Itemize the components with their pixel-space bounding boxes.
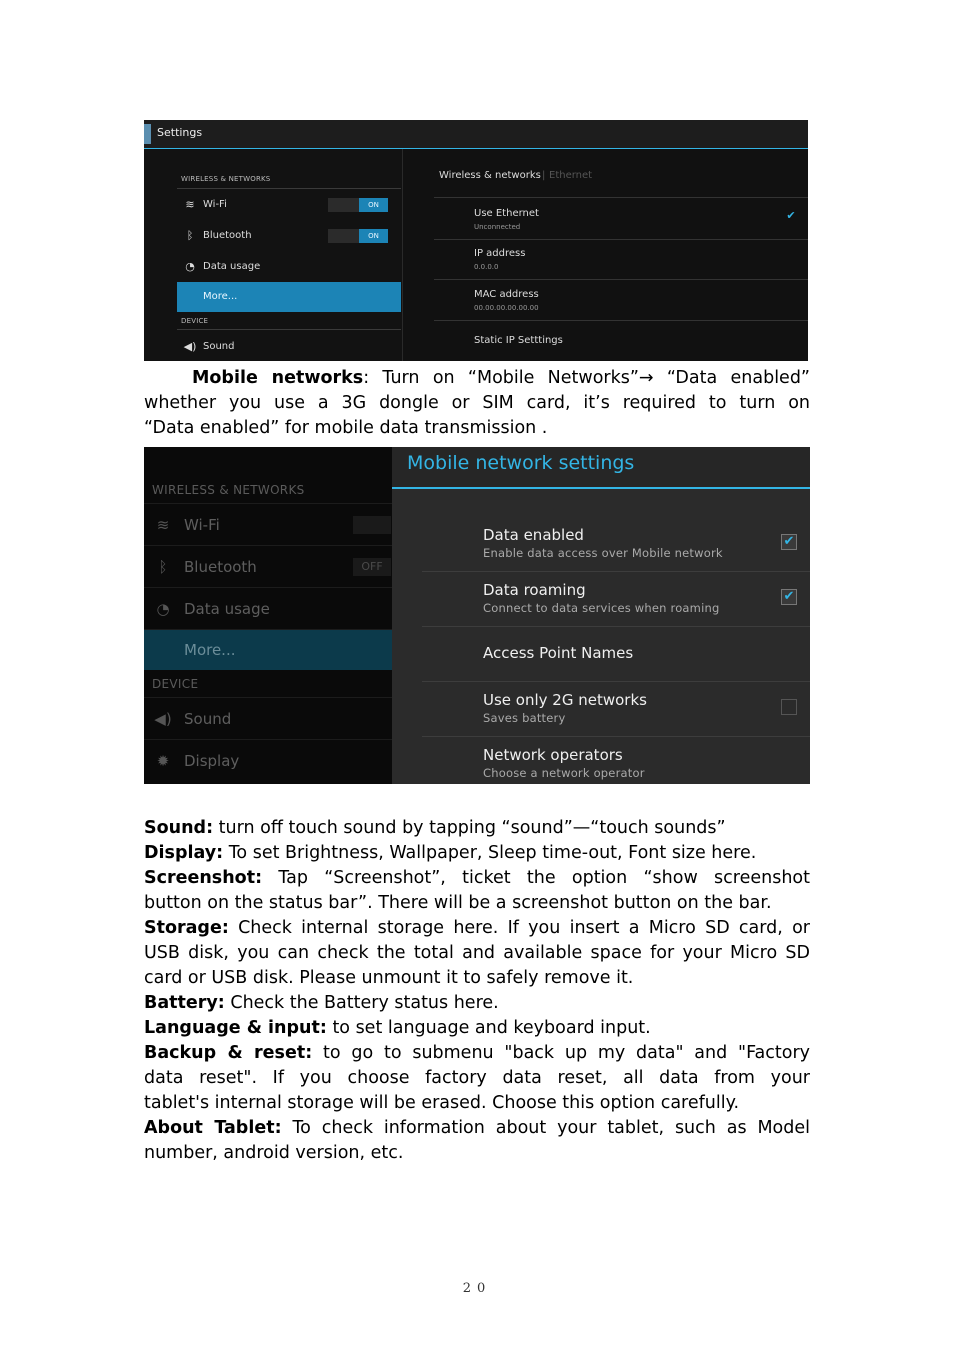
about-heading: About Tablet: [144, 1118, 282, 1138]
setting-summary: Choose a network operator [483, 766, 645, 780]
page-number: 20 [462, 1281, 492, 1296]
nav-item-sound[interactable] [144, 697, 392, 740]
mobile-network-pane [392, 447, 810, 784]
setting-title: Data enabled [483, 526, 584, 544]
battery-heading: Battery: [144, 993, 225, 1013]
wifi-icon: ≋ [185, 198, 195, 211]
use-ethernet-title[interactable]: Use Ethernet [474, 208, 539, 219]
nav-item-label: Data usage [203, 261, 261, 272]
divider [177, 188, 401, 189]
divider [434, 320, 808, 321]
nav-item-data-usage[interactable] [177, 252, 401, 282]
bluetooth-icon: ᛒ [158, 558, 168, 576]
bluetooth-toggle[interactable] [328, 229, 388, 243]
ip-address-title: IP address [474, 248, 526, 259]
checkbox-unchecked-icon[interactable] [781, 699, 797, 715]
settings-nav [144, 447, 392, 784]
setting-data-roaming[interactable] [422, 571, 810, 627]
language-heading: Language & input: [144, 1018, 327, 1038]
setting-title: Use only 2G networks [483, 691, 647, 709]
section-header-wireless: WIRELESS & NETWORKS [181, 175, 271, 183]
nav-item-wifi[interactable] [144, 503, 392, 546]
nav-item-bluetooth[interactable] [144, 545, 392, 588]
pane-divider [402, 149, 403, 361]
screenshot-heading: Screenshot: [144, 868, 263, 888]
sound-heading: Sound: [144, 818, 214, 838]
text-line [144, 991, 810, 1016]
nav-item-sound[interactable] [177, 332, 401, 361]
text-line [144, 916, 810, 941]
nav-item-label: Wi-Fi [203, 199, 227, 210]
section-header-device: DEVICE [152, 677, 199, 691]
nav-item-label: More... [184, 641, 236, 659]
nav-item-more[interactable] [177, 282, 401, 312]
toggle-state: ON [359, 229, 388, 243]
nav-item-bluetooth[interactable] [177, 221, 401, 251]
nav-item-label: Sound [203, 341, 235, 352]
display-icon: ✹ [156, 752, 170, 770]
divider [434, 239, 808, 240]
nav-item-label: Bluetooth [203, 230, 252, 241]
setting-network-operators[interactable] [422, 736, 810, 784]
checkbox-checked-icon[interactable]: ✔ [781, 589, 797, 605]
mobile-network-settings-screenshot [144, 447, 810, 784]
toggle-state: ON [359, 198, 388, 212]
action-bar [144, 120, 808, 149]
speaker-icon: ◀) [183, 340, 197, 353]
setting-summary: Saves battery [483, 711, 566, 725]
tab-separator: | [542, 170, 546, 181]
section-header-wireless: WIRELESS & NETWORKS [152, 483, 305, 497]
text: To check information about your tablet, such as Model [281, 1118, 810, 1138]
text-line [144, 1116, 810, 1141]
backup-heading: Backup & reset: [144, 1043, 313, 1063]
text: turn off touch sound by tapping “sound”—“touch sounds” [213, 818, 726, 838]
section-header-device: DEVICE [181, 317, 209, 325]
nav-item-label: Wi-Fi [184, 516, 220, 534]
text-line: number, android version, etc. [144, 1143, 404, 1163]
text: to set language and keyboard input. [326, 1018, 651, 1038]
pane-title: Mobile network settings [407, 452, 635, 474]
nav-item-label: Bluetooth [184, 558, 257, 576]
mac-address-value: 00.00.00.00.00.00 [474, 304, 539, 312]
nav-item-data-usage[interactable] [144, 587, 392, 630]
setting-summary: Enable data access over Mobile network [483, 546, 723, 560]
text-line [144, 366, 810, 391]
setting-data-enabled[interactable] [422, 516, 810, 572]
static-ip-settings[interactable]: Static IP Setttings [474, 335, 563, 346]
checkmark-icon[interactable]: ✔ [786, 209, 796, 222]
nav-item-label: More... [203, 291, 238, 302]
nav-item-label: Data usage [184, 600, 270, 618]
checkbox-checked-icon[interactable]: ✔ [781, 534, 797, 550]
text-line: button on the status bar”. There will be a screenshot button on the bar. [144, 893, 772, 913]
setting-access-point-names[interactable] [422, 626, 810, 682]
text-line [144, 866, 810, 891]
data-usage-icon: ◔ [185, 260, 195, 273]
text-line [144, 816, 810, 841]
ip-address-value: 0.0.0.0 [474, 263, 499, 271]
text: Check internal storage here. If you insert a Micro SD card, or [228, 918, 810, 938]
display-heading: Display: [144, 843, 224, 863]
settings-app-icon [144, 124, 151, 144]
text-line: USB disk, you can check the total and available space for your Micro SD [144, 943, 810, 963]
text-line: tablet's internal storage will be erased. Choose this option carefully. [144, 1093, 740, 1113]
use-ethernet-status: Unconnected [474, 223, 521, 231]
ethernet-settings-screenshot [144, 120, 808, 361]
setting-title: Network operators [483, 746, 623, 764]
nav-item-label: Display [184, 752, 240, 770]
mobile-networks-heading: Mobile networks [192, 368, 364, 388]
setting-title: Access Point Names [483, 644, 634, 662]
text: : Turn on “Mobile Networks”→ “Data enabled” [363, 368, 810, 388]
wifi-toggle[interactable] [353, 516, 391, 534]
nav-item-more[interactable] [144, 629, 392, 670]
text-line [144, 1016, 810, 1041]
text: to go to submenu "back up my data" and "Factory [312, 1043, 810, 1063]
pane-header [392, 447, 810, 489]
speaker-icon: ◀) [154, 710, 172, 728]
data-usage-icon: ◔ [156, 600, 170, 618]
bluetooth-toggle[interactable]: OFF [353, 558, 391, 576]
app-title: Settings [157, 126, 203, 139]
divider [434, 279, 808, 280]
bluetooth-icon: ᛒ [186, 229, 194, 242]
setting-use-only-2g[interactable] [422, 681, 810, 737]
nav-item-display[interactable] [144, 739, 392, 782]
text: Tap “Screenshot”, ticket the option “show screenshot [262, 868, 810, 888]
mobile-networks-paragraph [144, 366, 810, 441]
nav-item-label: Sound [184, 710, 232, 728]
text: To set Brightness, Wallpaper, Sleep time-out, Font size here. [223, 843, 757, 863]
setting-summary: Connect to data services when roaming [483, 601, 720, 615]
nav-item-wifi[interactable] [177, 190, 401, 220]
divider [434, 197, 808, 198]
storage-heading: Storage: [144, 918, 229, 938]
wifi-icon: ≋ [156, 516, 170, 534]
wifi-toggle[interactable] [328, 198, 388, 212]
text-line: “Data enabled” for mobile data transmission . [144, 418, 548, 438]
text-line: whether you use a 3G dongle or SIM card, it’s required to turn on [144, 393, 810, 413]
settings-descriptions [144, 816, 810, 1166]
text-line: card or USB disk. Please unmount it to safely remove it. [144, 968, 634, 988]
tab-ethernet[interactable]: Ethernet [549, 170, 593, 181]
settings-nav [144, 149, 402, 361]
mac-address-title: MAC address [474, 289, 539, 300]
text-line: data reset". If you choose factory data reset, all data from your [144, 1068, 810, 1088]
divider [177, 329, 401, 330]
text-line [144, 1041, 810, 1066]
tab-wireless-networks[interactable]: Wireless & networks [439, 170, 541, 181]
text: Check the Battery status here. [224, 993, 499, 1013]
setting-title: Data roaming [483, 581, 586, 599]
text-line [144, 841, 810, 866]
